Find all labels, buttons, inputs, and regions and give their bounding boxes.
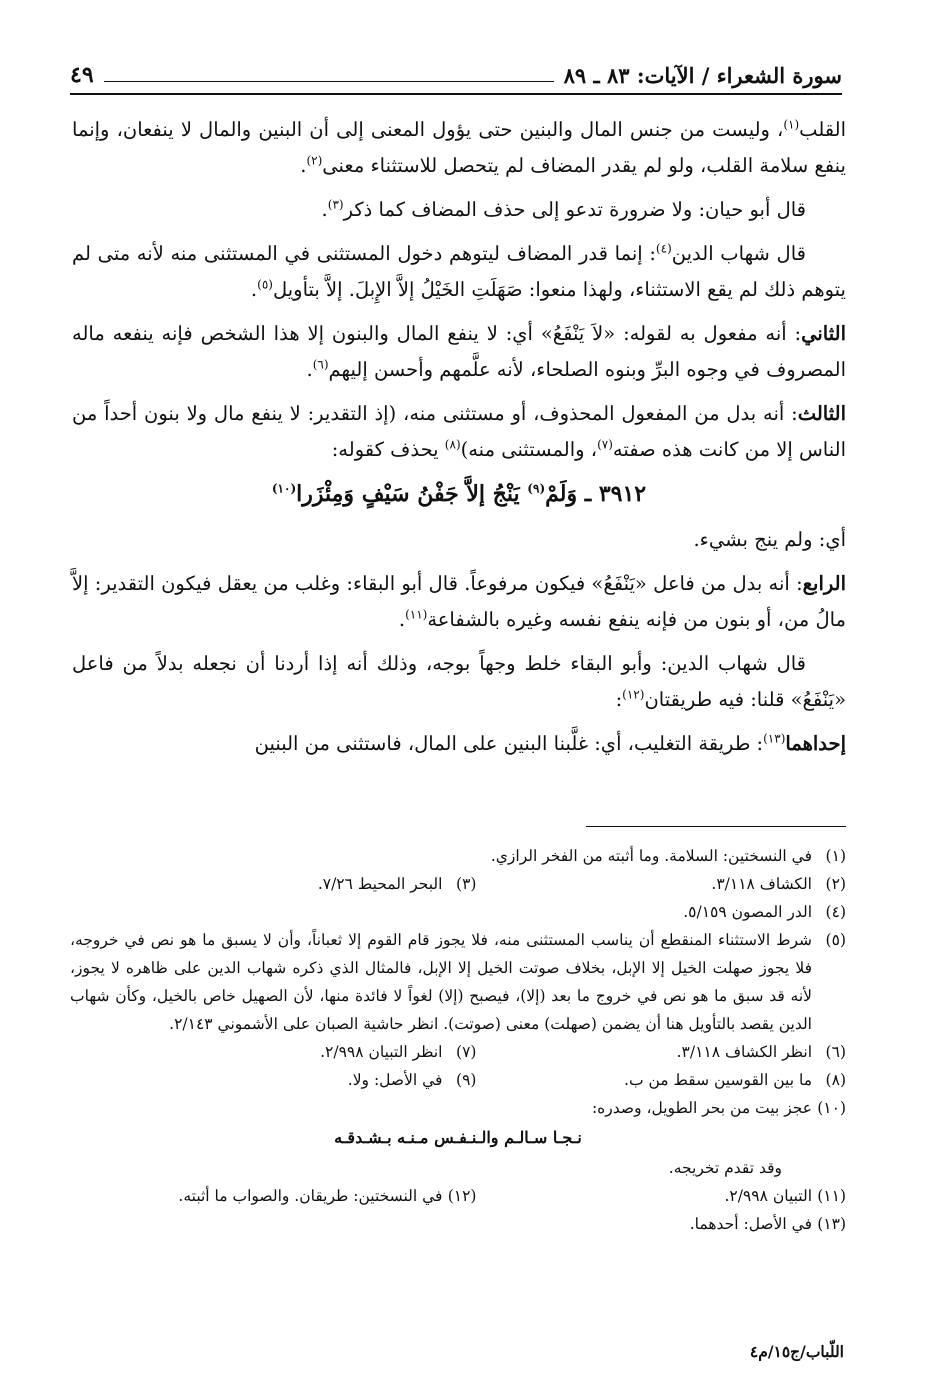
footnote-number: (٩) — [456, 1071, 477, 1089]
footnote-ref: (٣) — [327, 197, 344, 212]
footnote-10 — [70, 1094, 846, 1122]
footnote-ref: (١٣) — [763, 731, 786, 746]
paragraph-4 — [72, 316, 846, 388]
text-span: ، والمستثنى منه) — [460, 438, 598, 461]
footnote-number: (٦) — [825, 1043, 846, 1061]
footnote-number: (٤) — [825, 903, 846, 921]
verse-number: ٣٩١٢ ـ وَلَمْ — [545, 481, 647, 507]
footnote-text: الدر المصون ٥/١٥٩. — [683, 903, 812, 921]
footnote-separator — [586, 826, 846, 827]
paragraph-1 — [72, 112, 846, 184]
footnote-8 — [476, 1066, 846, 1094]
footnote-5 — [70, 926, 846, 1038]
footnote-text: انظر الكشاف ٣/١١٨. — [676, 1043, 812, 1061]
running-title: سورة الشعراء / الآيات: ٨٣ ـ ٨٩ — [563, 63, 842, 88]
footnote-number: (١) — [825, 847, 846, 865]
footnote-number: (٧) — [456, 1043, 477, 1061]
footnote-text: شرط الاستثناء المنقطع أن يناسب المستثنى منه، فلا يجوز قام القوم إلا ثعباناً، وأن لا يسبق ما هو نص في خروجه، فلا يجوز صهلت الخيل إلا الإبل، بخلاف صوتت الخيل إلا الإبل، فالمثال الذي ذكره شهاب الدين على ظاهره لا يجوز، لأنه قد سبق ما هو نص في خروج ما بعد (إلا)، فيصبح (إلا) لغواً لا فائدة منها، لأن الصهيل خاص بالخيل، وكأن شهاب الدين يقصد بالتأويل هنا أن يضمن (صهلت) معنى (صوتت). انظر حاشية الصبان على الأشموني ٢/١٤٣. — [70, 931, 812, 1033]
footnote-4 — [70, 898, 846, 926]
paragraph-8 — [72, 646, 846, 718]
text-span: أي: ولم ينج بشيء. — [693, 528, 846, 551]
paragraph-3 — [72, 236, 846, 308]
text-span: . — [250, 278, 258, 301]
footnote-text: البحر المحيط ٧/٢٦. — [317, 875, 443, 893]
verse-text: يَنْجُ إلاَّ جَفْنُ سَيْفٍ وَمِئْزَرا — [296, 481, 528, 507]
footnote-text: ما بين القوسين سقط من ب. — [624, 1071, 812, 1089]
footnote-7 — [70, 1038, 476, 1066]
footnote-ref: (١٠) — [271, 481, 297, 496]
footnote-number: (٢) — [825, 875, 846, 893]
signature-mark: اللّباب/ج١٥/م٤ — [749, 1342, 844, 1361]
footnote-12 — [70, 1182, 476, 1210]
footnote-row-8-9 — [70, 1066, 846, 1094]
footnote-row-2-3 — [70, 870, 846, 898]
footnote-number: (١٠) — [817, 1099, 846, 1117]
text-span: : أنه بدل من فاعل «يَنْفَعُ» فيكون مرفوعاً. قال أبو البقاء: وغلب من يعقل فيكون التقدير: إلاَّ مالُ من، أو بنون من فإنه ينفع نفسه وغيره بالشفاعة — [72, 572, 846, 631]
text-span: : — [615, 688, 623, 711]
footnote-ref: (٤) — [655, 241, 672, 256]
footnote-row-11-12 — [70, 1182, 846, 1210]
paragraph-5 — [72, 396, 846, 468]
footnote-text: في النسختين: السلامة. وما أثبته من الفخر الرازي. — [490, 847, 812, 865]
footnote-number: (٨) — [825, 1071, 846, 1089]
section-label: إحداهما — [785, 732, 846, 755]
footnote-text: الكشاف ٣/١١٨. — [711, 875, 812, 893]
section-label: الثاني — [801, 322, 846, 345]
text-span: يحذف كقوله: — [331, 438, 445, 461]
paragraph-7 — [72, 566, 846, 638]
footnote-ref: (١) — [783, 117, 800, 132]
footnote-9 — [70, 1066, 476, 1094]
footnote-number: (١٢) — [447, 1187, 477, 1205]
footnote-verse: نـجـا سـالـم والـنـفـس مـنـه بـشـدقـه — [334, 1128, 582, 1147]
text-span: : طريقة التغليب، أي: غلَّبنا البنين على المال، فاستثنى من البنين — [254, 732, 764, 755]
footnote-number: (٥) — [825, 931, 846, 949]
footnote-2 — [476, 870, 846, 898]
footnote-13 — [70, 1210, 846, 1238]
footnote-ref: (٩) — [527, 481, 546, 496]
paragraph-6 — [72, 522, 846, 558]
footnote-note: وقد تقدم تخريجه. — [668, 1159, 782, 1177]
footnote-row-6-7 — [70, 1038, 846, 1066]
footnote-1 — [70, 842, 846, 870]
text-span: : أنه بدل من المفعول المحذوف، أو مستثنى منه، (إذ التقدير: لا ينفع مال ولا بنون أحداً من الناس إلا من كانت هذه صفته — [72, 402, 846, 461]
footnote-ref: (٨) — [444, 437, 461, 452]
text-span: : إنما قدر المضاف ليتوهم دخول المستثنى في المستثنى منه لأنه متى لم يتوهم ذلك لم يقع الاستثناء، ولهذا منعوا: صَهَلَتِ الخَيْلُ إلاَّ الإِبلَ. إلاَّ بتأويل — [72, 242, 846, 301]
text-span: . — [321, 198, 328, 221]
footnote-text: عجز بيت من بحر الطويل، وصدره: — [591, 1099, 812, 1117]
footnote-text: في النسختين: طريقان. والصواب ما أثبته. — [178, 1187, 443, 1205]
footnote-ref: (١١) — [405, 607, 428, 622]
footnote-ref: (٧) — [597, 437, 613, 452]
page-number: ٤٩ — [70, 62, 94, 88]
section-label: الثالث — [797, 402, 846, 425]
text-span: قال شهاب الدين — [671, 242, 806, 265]
text-span: . — [300, 154, 307, 177]
paragraph-2 — [72, 192, 846, 228]
footnotes — [70, 842, 846, 1238]
text-span: قال أبو حيان: ولا ضرورة تدعو إلى حذف المضاف كما ذكر — [343, 198, 806, 221]
text-span: . — [398, 608, 406, 631]
poetry-verse — [72, 476, 846, 512]
page-header — [70, 54, 842, 88]
header-divider — [70, 93, 842, 95]
text-span: القلب — [799, 118, 846, 141]
footnote-ref: (١٢) — [622, 687, 645, 702]
footnote-text: التبيان ٢/٩٩٨. — [724, 1187, 812, 1205]
footnote-number: (١١) — [817, 1187, 846, 1205]
text-span: ، وليست من جنس المال والبنين حتى يؤول المعنى إلى أن البنين والمال لا ينفعان، وإنما ينفع سلامة القلب، ولو لم يقدر المضاف لم يتحصل للاستثناء معنى — [72, 118, 846, 177]
header-dash-rule — [104, 81, 554, 82]
footnote-ref: (٢) — [306, 153, 323, 168]
section-label: الرابع — [802, 572, 846, 595]
footnote-number: (١٣) — [817, 1215, 846, 1233]
footnote-ref: (٥) — [257, 277, 273, 292]
footnote-6 — [476, 1038, 846, 1066]
footnote-text: في الأصل: أحدهما. — [689, 1215, 812, 1233]
text-span: قال شهاب الدين: وأبو البقاء خلط وجهاً بوجه، وذلك أنه إذا أردنا أن نجعله بدلاً من فاعل «يَنْفَعُ» قلنا: فيه طريقتان — [72, 652, 846, 711]
footnote-11 — [476, 1182, 846, 1210]
footnote-3 — [70, 870, 476, 898]
text-span: . — [306, 358, 313, 381]
footnote-text: انظر التبيان ٢/٩٩٨. — [320, 1043, 443, 1061]
text-span: : أنه مفعول به لقوله: «لاَ يَنْفَعُ» أي: لا ينفع المال والبنون إلا هذا الشخص فإنه ينفعه ماله المصروف في وجوه البرِّ وبنوه الصلحاء، لأنه علَّمهم وأحسن إليهم — [72, 322, 846, 381]
footnote-number: (٣) — [456, 875, 477, 893]
footnote-ref: (٦) — [312, 357, 329, 372]
main-text — [72, 112, 846, 770]
paragraph-9 — [72, 726, 846, 762]
footnote-text: في الأصل: ولا. — [347, 1071, 443, 1089]
